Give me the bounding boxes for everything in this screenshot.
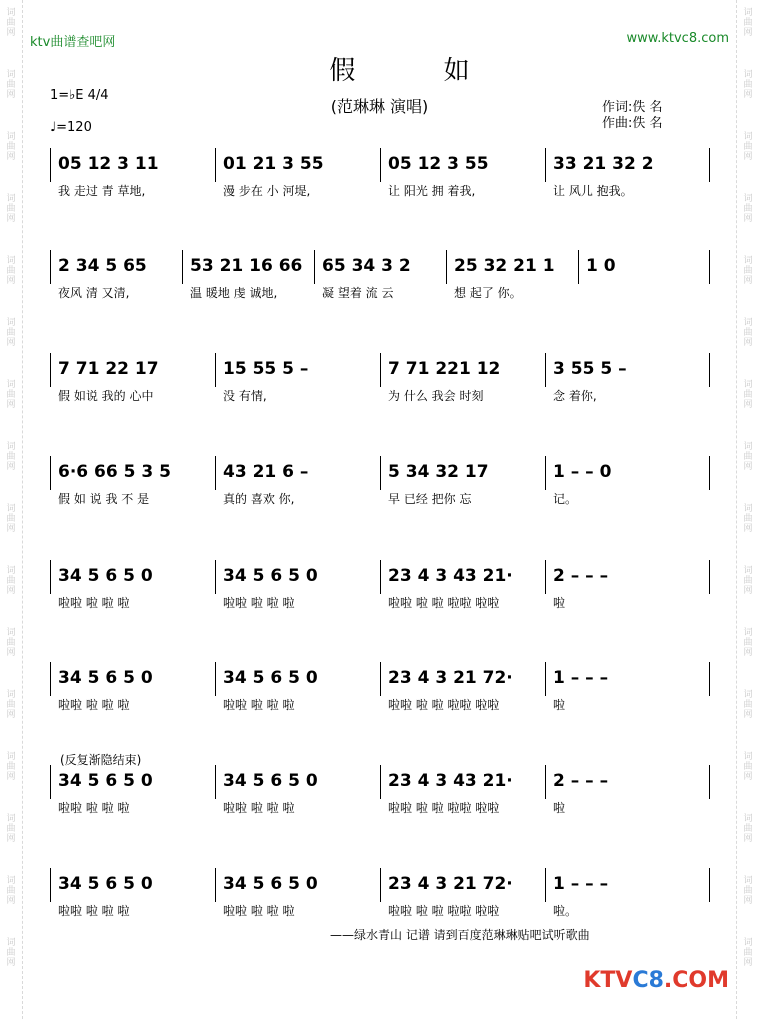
- measure-notes: 53 21 16 66: [190, 256, 303, 276]
- barline: [50, 250, 51, 284]
- measure-lyrics: 啦: [553, 596, 566, 610]
- watermark-text: 词 曲 网: [743, 256, 753, 286]
- watermark-text: 词 曲 网: [6, 814, 16, 844]
- measure-lyrics: 啦啦 啦 啦 啦啦 啦啦: [388, 698, 500, 712]
- watermark-text: 词 曲 网: [6, 194, 16, 224]
- barline: [446, 250, 447, 284]
- measure-lyrics: 啦啦 啦 啦 啦啦 啦啦: [388, 801, 500, 815]
- watermark-text: 词 曲 网: [6, 876, 16, 906]
- barline: [709, 765, 710, 799]
- measure-notes: 34 5 6 5 0: [58, 771, 153, 791]
- measure-notes: 3 55 5 –: [553, 359, 627, 379]
- measure-lyrics: 为 什么 我会 时刻: [388, 389, 484, 403]
- watermark-text: 词 曲 网: [6, 132, 16, 162]
- barline: [709, 560, 710, 594]
- measure-notes: 23 4 3 43 21·: [388, 566, 513, 586]
- measure-lyrics: 凝 望着 流 云: [322, 286, 394, 300]
- watermark-text: 词 曲 网: [6, 442, 16, 472]
- watermark-text: 词 曲 网: [6, 628, 16, 658]
- watermark-text: 词 曲 网: [743, 132, 753, 162]
- measure-notes: 15 55 5 –: [223, 359, 309, 379]
- measure-lyrics: 啦啦 啦 啦 啦: [58, 596, 130, 610]
- barline: [545, 765, 546, 799]
- measure-lyrics: 让 阳光 拥 着我,: [388, 184, 476, 198]
- measure-lyrics: 啦啦 啦 啦 啦: [58, 904, 130, 918]
- measure-notes: 23 4 3 43 21·: [388, 771, 513, 791]
- measure-notes: 34 5 6 5 0: [223, 874, 318, 894]
- barline: [545, 662, 546, 696]
- measure-notes: 34 5 6 5 0: [58, 668, 153, 688]
- barline: [50, 148, 51, 182]
- barline: [50, 662, 51, 696]
- footer-note: ——绿水青山 记谱 请到百度范琳琳贴吧试听歌曲: [330, 928, 590, 942]
- watermark-text: 词 曲 网: [743, 876, 753, 906]
- watermark-text: 词 曲 网: [6, 318, 16, 348]
- watermark-text: 词 曲 网: [743, 566, 753, 596]
- watermark-text: 词 曲 网: [743, 442, 753, 472]
- watermark-text: 词 曲 网: [6, 690, 16, 720]
- key-signature: 1=♭E 4/4: [50, 88, 109, 103]
- measure-notes: 2 – – –: [553, 771, 609, 791]
- barline: [380, 662, 381, 696]
- barline: [215, 662, 216, 696]
- barline: [545, 456, 546, 490]
- measure-lyrics: 啦。: [553, 904, 578, 918]
- barline: [545, 868, 546, 902]
- measure-notes: 05 12 3 11: [58, 154, 159, 174]
- barline: [709, 662, 710, 696]
- watermark-text: 词 曲 网: [6, 504, 16, 534]
- site-name-label: ktv曲谱查吧网: [30, 35, 116, 50]
- measure-lyrics: 啦啦 啦 啦 啦: [223, 698, 295, 712]
- watermark-text: 词 曲 网: [743, 70, 753, 100]
- barline: [380, 765, 381, 799]
- measure-notes: 34 5 6 5 0: [223, 771, 318, 791]
- barline: [545, 353, 546, 387]
- measure-lyrics: 啦啦 啦 啦 啦啦 啦啦: [388, 596, 500, 610]
- tempo-marking: ♩=120: [50, 120, 92, 135]
- barline: [215, 765, 216, 799]
- measure-notes: 1 0: [586, 256, 616, 276]
- watermark-text: 词 曲 网: [6, 752, 16, 782]
- site-url-link[interactable]: www.ktvc8.com: [626, 31, 729, 46]
- barline: [709, 353, 710, 387]
- watermark-text: 词 曲 网: [6, 256, 16, 286]
- barline: [709, 456, 710, 490]
- measure-lyrics: 假 如 说 我 不 是: [58, 492, 150, 506]
- barline: [380, 868, 381, 902]
- measure-notes: 34 5 6 5 0: [223, 668, 318, 688]
- score-system: [50, 456, 710, 516]
- barline: [578, 250, 579, 284]
- measure-notes: 5 34 32 17: [388, 462, 489, 482]
- song-title: 假 如: [329, 56, 510, 86]
- barline: [182, 250, 183, 284]
- watermark-text: 词 曲 网: [743, 504, 753, 534]
- measure-lyrics: 让 风儿 抱我。: [553, 184, 633, 198]
- measure-notes: 2 34 5 65: [58, 256, 147, 276]
- barline: [50, 765, 51, 799]
- measure-lyrics: 我 走过 青 草地,: [58, 184, 146, 198]
- measure-lyrics: 真的 喜欢 你,: [223, 492, 295, 506]
- measure-notes: 6·6 66 5 3 5: [58, 462, 171, 482]
- barline: [380, 560, 381, 594]
- barline: [50, 456, 51, 490]
- watermark-text: 词 曲 网: [743, 8, 753, 38]
- score-system: [50, 353, 710, 413]
- watermark-text: 词 曲 网: [743, 814, 753, 844]
- measure-lyrics: 啦啦 啦 啦 啦: [223, 904, 295, 918]
- score-system: [50, 250, 710, 310]
- barline: [314, 250, 315, 284]
- barline: [709, 868, 710, 902]
- repeat-note: (反复渐隐结束): [60, 753, 142, 767]
- measure-notes: 01 21 3 55: [223, 154, 324, 174]
- barline: [50, 560, 51, 594]
- measure-notes: 65 34 3 2: [322, 256, 411, 276]
- measure-notes: 23 4 3 21 72·: [388, 668, 513, 688]
- measure-notes: 33 21 32 2: [553, 154, 654, 174]
- watermark-text: 词 曲 网: [6, 566, 16, 596]
- barline: [50, 353, 51, 387]
- barline: [215, 148, 216, 182]
- watermark-text: 词 曲 网: [743, 194, 753, 224]
- measure-lyrics: 没 有情,: [223, 389, 267, 403]
- measure-lyrics: 啦: [553, 801, 566, 815]
- watermark-text: 词 曲 网: [6, 70, 16, 100]
- measure-lyrics: 啦啦 啦 啦 啦: [58, 801, 130, 815]
- measure-lyrics: 想 起了 你。: [454, 286, 522, 300]
- measure-lyrics: 记。: [553, 492, 578, 506]
- score-system: [50, 560, 710, 620]
- measure-notes: 1 – – –: [553, 874, 609, 894]
- barline: [215, 456, 216, 490]
- barline: [215, 560, 216, 594]
- measure-lyrics: 夜风 清 又清,: [58, 286, 130, 300]
- score-system: [50, 868, 710, 928]
- score-system: [50, 148, 710, 208]
- measure-notes: 43 21 6 –: [223, 462, 309, 482]
- composer-credit: 作曲:佚 名: [602, 116, 663, 131]
- watermark-text: 词 曲 网: [6, 938, 16, 968]
- measure-lyrics: 啦啦 啦 啦 啦: [223, 596, 295, 610]
- barline: [380, 353, 381, 387]
- barline: [380, 148, 381, 182]
- barline: [215, 868, 216, 902]
- singer-credit: (范琳琳 演唱): [330, 97, 429, 116]
- measure-notes: 1 – – –: [553, 668, 609, 688]
- watermark-text: 词 曲 网: [6, 8, 16, 38]
- barline: [545, 148, 546, 182]
- measure-lyrics: 温 暖地 虔 诚地,: [190, 286, 278, 300]
- measure-lyrics: 漫 步在 小 河堤,: [223, 184, 311, 198]
- measure-notes: 34 5 6 5 0: [58, 874, 153, 894]
- measure-notes: 2 – – –: [553, 566, 609, 586]
- score-system: [50, 765, 710, 825]
- barline: [545, 560, 546, 594]
- measure-lyrics: 啦啦 啦 啦 啦: [223, 801, 295, 815]
- measure-lyrics: 啦: [553, 698, 566, 712]
- watermark-text: 词 曲 网: [743, 938, 753, 968]
- barline: [380, 456, 381, 490]
- measure-lyrics: 假 如说 我的 心中: [58, 389, 154, 403]
- ktvc8-logo: KTVC8.COM: [583, 968, 729, 993]
- measure-lyrics: 啦啦 啦 啦 啦啦 啦啦: [388, 904, 500, 918]
- barline: [709, 250, 710, 284]
- barline: [215, 353, 216, 387]
- measure-notes: 1 – – 0: [553, 462, 612, 482]
- measure-lyrics: 念 着你,: [553, 389, 597, 403]
- watermark-text: 词 曲 网: [743, 380, 753, 410]
- measure-notes: 34 5 6 5 0: [223, 566, 318, 586]
- watermark-text: 词 曲 网: [743, 628, 753, 658]
- measure-notes: 7 71 221 12: [388, 359, 501, 379]
- measure-notes: 25 32 21 1: [454, 256, 555, 276]
- measure-lyrics: 啦啦 啦 啦 啦: [58, 698, 130, 712]
- lyricist-credit: 作词:佚 名: [602, 100, 663, 115]
- watermark-text: 词 曲 网: [743, 690, 753, 720]
- score-system: [50, 662, 710, 722]
- measure-notes: 34 5 6 5 0: [58, 566, 153, 586]
- watermark-text: 词 曲 网: [743, 752, 753, 782]
- measure-notes: 7 71 22 17: [58, 359, 159, 379]
- measure-notes: 23 4 3 21 72·: [388, 874, 513, 894]
- barline: [709, 148, 710, 182]
- watermark-text: 词 曲 网: [6, 380, 16, 410]
- measure-lyrics: 早 已经 把你 忘: [388, 492, 472, 506]
- measure-notes: 05 12 3 55: [388, 154, 489, 174]
- watermark-text: 词 曲 网: [743, 318, 753, 348]
- barline: [50, 868, 51, 902]
